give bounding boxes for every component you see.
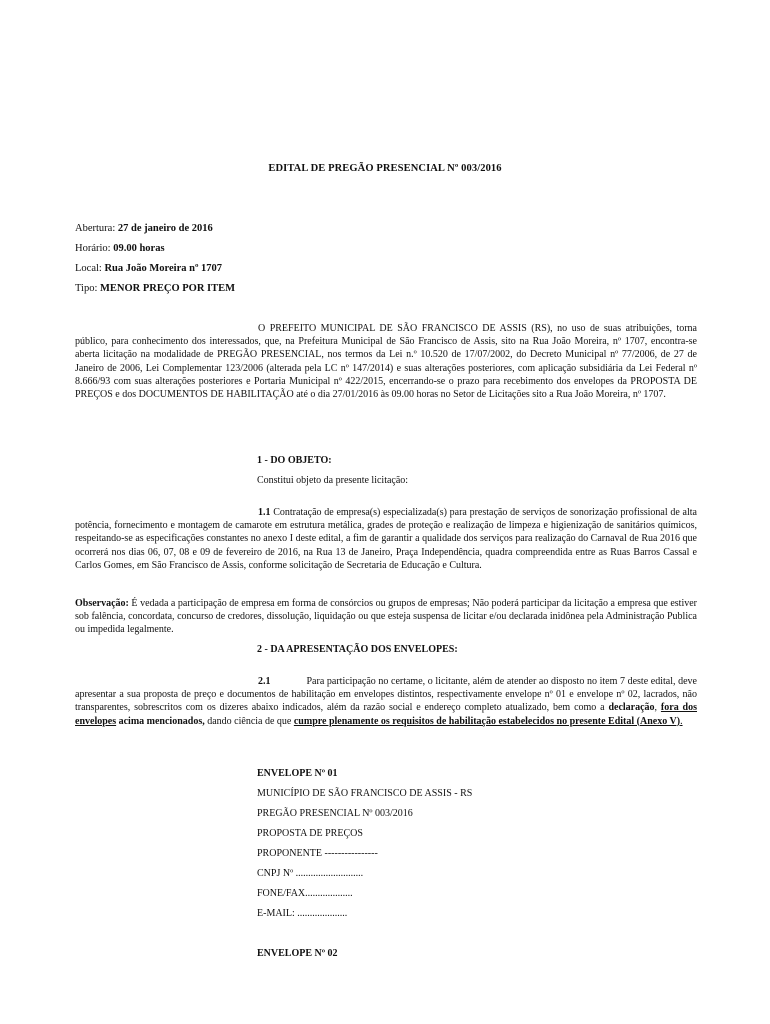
section2-end: . [680, 715, 683, 727]
section1-item-text: Contratação de empresa(s) especializada(s) para prestação de serviços de sonorização profissional de alta potência, fornecimento e montagem de camarote em estrutura metálica, grades de proteção e realização de limpeza e higienização de sanitários químicos, respeitando-se as especificações constantes no anexo I deste edital, a fim de garantir a qualidade dos serviços para realização do Carnaval de Rua 2016 que ocorrerá nos dias 06, 07, 08 e 09 de fevereiro de 2016, na Rua 13 de Janeiro, Praça Independência, quadra compreendida entre as Ruas Barros Cassal e Carlos Gomes, em São Francisco de Assis, conforme solicitação de Secretaria de Educação e Cultura. [75, 507, 697, 571]
document-title: EDITAL DE PREGÃO PRESENCIAL Nº 003/2016 [268, 163, 502, 174]
meta-tipo-value: MENOR PREÇO POR ITEM [100, 283, 236, 294]
section1-item-number: 1.1 [258, 507, 271, 518]
observacao-text: É vedada a participação de empresa em forma de consórcios ou grupos de empresas; Não poderá participar da licitação a empresa que estiver sob falência, concordata, concurso de credores, dissolução, liquidação ou que esteja suspensa de licitar e/ou declarada inidônea pela Administração Publica ou impedida legalmente. [75, 598, 697, 636]
meta-tipo [75, 283, 235, 294]
meta-horario [75, 243, 165, 254]
intro-paragraph: O PREFEITO MUNICIPAL DE SÃO FRANCISCO DE ASSIS (RS), no uso de suas atribuições, torna público, para conhecimento dos interessados, que, na Prefeitura Municipal de São Francisco de Assis, sito na Rua João Moreira, nº 1707, encontra-se aberta licitação na modalidade de PREGÃO PRESENCIAL, nos termos da Lei n.º 10.520 de 17/07/2002, do Decreto Municipal nº 77/2006, de 27 de Janeiro de 2006, Lei Complementar 123/2006 (alterada pela LC nº 147/2014) e suas alterações posteriores, com aplicação subsidiária da Lei Federal nº 8.666/93 com suas alterações posteriores e Portaria Municipal nº 422/2015, encerrando-se o prazo para recebimento dos envelopes da PROPOSTA DE PREÇOS e dos DOCUMENTOS DE HABILITAÇÃO até o dia 27/01/2016 às 09.00 horas no Setor de Licitações sito a Rua João Moreira, nº 1707. [75, 323, 697, 401]
observacao-paragraph [75, 597, 697, 637]
envelope1-line: MUNICÍPIO DE SÃO FRANCISCO DE ASSIS - RS [257, 788, 473, 799]
meta-horario-label: Horário: [75, 243, 114, 254]
meta-horario-value: 09.00 horas [113, 243, 165, 254]
section2-fora-envelopes: fora dos envelopes [75, 702, 698, 727]
meta-local [75, 263, 222, 274]
meta-abertura-value: 27 de janeiro de 2016 [117, 223, 213, 234]
meta-abertura-label: Abertura: [75, 223, 118, 234]
meta-tipo-label: Tipo: [75, 283, 101, 294]
envelope1-line: E-MAIL: .................... [257, 908, 348, 919]
section2-cumpre: cumpre plenamente os requisitos de habilitação estabelecidos no presente Edital (Anexo V) [293, 715, 681, 727]
envelope1-line: PREGÃO PRESENCIAL Nº 003/2016 [257, 808, 413, 819]
section2-comma: , [654, 702, 661, 714]
envelope1-line: PROPONENTE ---------------- [257, 848, 378, 859]
section2-item [75, 675, 697, 728]
envelope1-heading: ENVELOPE Nº 01 [257, 768, 338, 779]
envelope1-line: FONE/FAX................... [257, 888, 353, 899]
section2-text-b: dando ciência de que [204, 715, 294, 727]
section2-text-a: Para participação no certame, o licitante, além de atender ao disposto no item 7 deste edital, deve apresentar a sua proposta de preço e documentos de habilitação em envelopes distintos, respectivamente envelope nº 01 e envelope nº 02, lacrados, não transparentes, sobrescritos com os dizeres abaixo indicados, além da razão social e endereço completo atualizado, bem como a [75, 676, 697, 714]
meta-abertura [75, 223, 213, 234]
section2-heading: 2 - DA APRESENTAÇÃO DOS ENVELOPES: [257, 644, 458, 655]
meta-local-label: Local: [75, 263, 105, 274]
meta-local-value: Rua João Moreira nº 1707 [104, 263, 223, 274]
section2-acima: acima mencionados, [116, 715, 205, 727]
section2-item-number: 2.1 [258, 676, 271, 687]
section1-lead: Constitui objeto da presente licitação: [257, 475, 409, 486]
envelope2-heading: ENVELOPE Nº 02 [257, 948, 338, 959]
observacao-label: Observação: [75, 598, 129, 609]
section1-heading: 1 - DO OBJETO: [257, 455, 332, 466]
section1-item [75, 506, 697, 572]
envelope1-line: CNPJ Nº ........................... [257, 868, 364, 879]
envelope1-line: PROPOSTA DE PREÇOS [257, 828, 363, 839]
section2-declaracao: declaração [608, 702, 655, 714]
